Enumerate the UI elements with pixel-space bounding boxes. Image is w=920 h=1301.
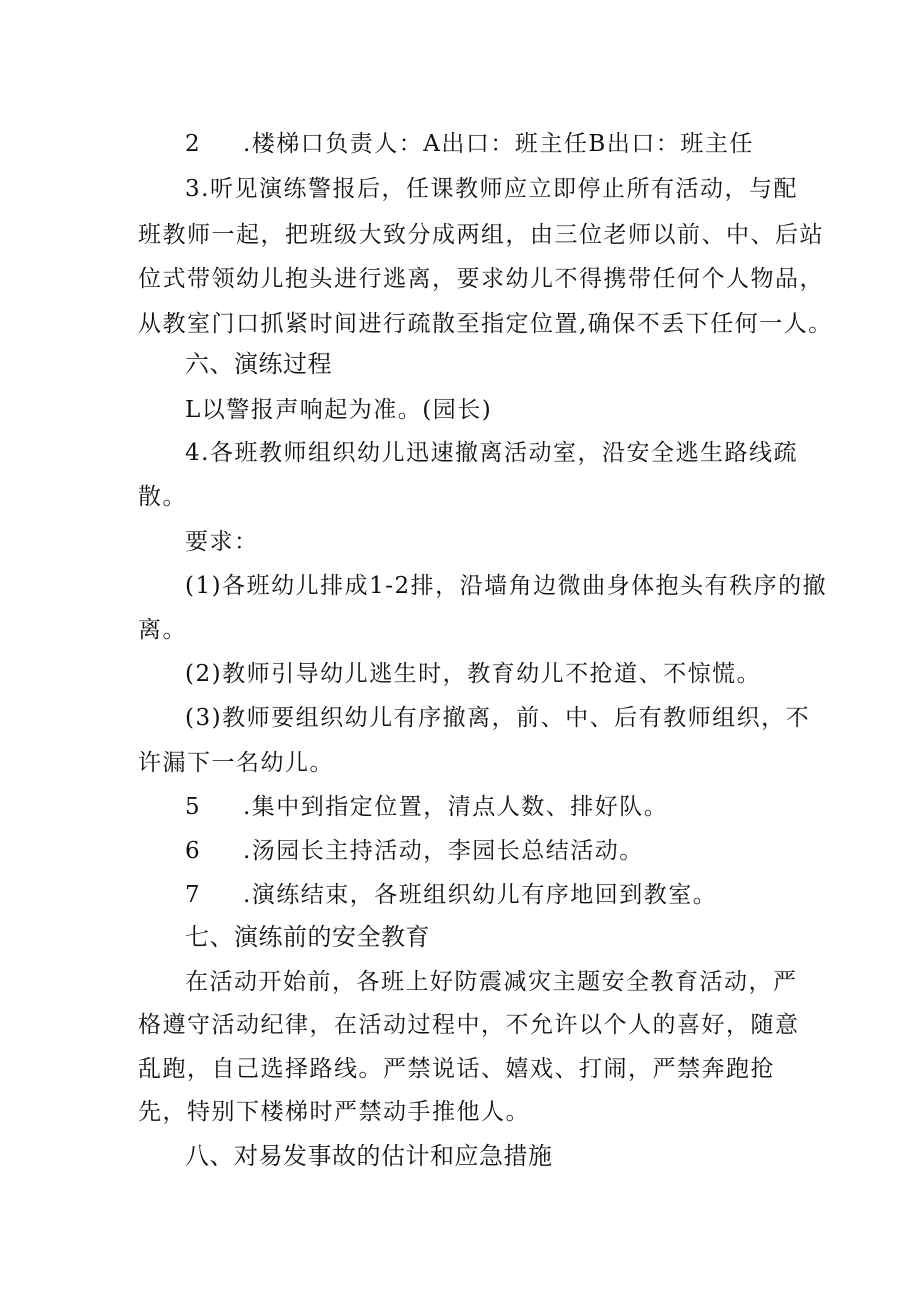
requirement-1-line-2: 离。	[138, 617, 187, 643]
step-7-number: 7	[185, 882, 202, 908]
heading-section-8: 八、对易发事故的估计和应急措施	[185, 1142, 553, 1170]
item-3-line-4: 从教室门口抓紧时间进行疏散至指定位置,确保不丢下任何一人。	[138, 311, 833, 337]
step-4-line-2: 散。	[138, 484, 187, 510]
item-2-text: .楼梯口负责人：A出口：班主任B出口：班主任	[243, 131, 754, 157]
step-7-text: .演练结束，各班组织幼儿有序地回到教室。	[243, 882, 718, 908]
heading-section-7: 七、演练前的安全教育	[185, 923, 430, 951]
step-5-text: .集中到指定位置，清点人数、排好队。	[243, 794, 669, 820]
requirement-1-line-1: (1)各班幼儿排成1-2排，沿墙角边微曲身体抱头有秩序的撤	[185, 573, 828, 599]
item-2	[185, 129, 754, 159]
item-3-line-2: 班教师一起，把班级大致分成两组，由三位老师以前、中、后站	[138, 222, 824, 248]
step-5-number: 5	[185, 794, 202, 820]
item-2-number: 2	[185, 131, 202, 157]
education-line-1: 在活动开始前，各班上好防震减灾主题安全教育活动，严	[185, 969, 798, 995]
education-line-3: 乱跑，自己选择路线。严禁说话、嬉戏、打闹，严禁奔跑抢	[138, 1056, 775, 1082]
item-3-line-1: 3.听见演练警报后，任课教师应立即停止所有活动，与配	[185, 176, 798, 202]
item-3-line-3: 位式带领幼儿抱头进行逃离，要求幼儿不得携带任何个人物品，	[138, 266, 824, 292]
requirement-3-line-2: 许漏下一名幼儿。	[138, 750, 334, 776]
step-7	[185, 880, 717, 910]
education-line-2: 格遵守活动纪律，在活动过程中，不允许以个人的喜好，随意	[138, 1012, 800, 1038]
step-6-number: 6	[185, 838, 202, 864]
heading-section-6: 六、演练过程	[185, 350, 332, 378]
requirement-3-line-1: (3)教师要组织幼儿有序撤离，前、中、后有教师组织，不	[185, 705, 811, 731]
requirements-label: 要求：	[185, 529, 259, 555]
education-line-4: 先，特别下楼梯时严禁动手推他人。	[138, 1099, 530, 1125]
step-6	[185, 836, 644, 866]
step-6-text: .汤园长主持活动，李园长总结活动。	[243, 838, 644, 864]
step-4-line-1: 4.各班教师组织幼儿迅速撤离活动室，沿安全逃生路线疏	[185, 440, 798, 466]
step-5	[185, 792, 668, 822]
requirement-2: (2)教师引导幼儿逃生时，教育幼儿不抢道、不惊慌。	[185, 661, 762, 687]
step-1: L以警报声响起为准。(园长)	[185, 397, 493, 423]
